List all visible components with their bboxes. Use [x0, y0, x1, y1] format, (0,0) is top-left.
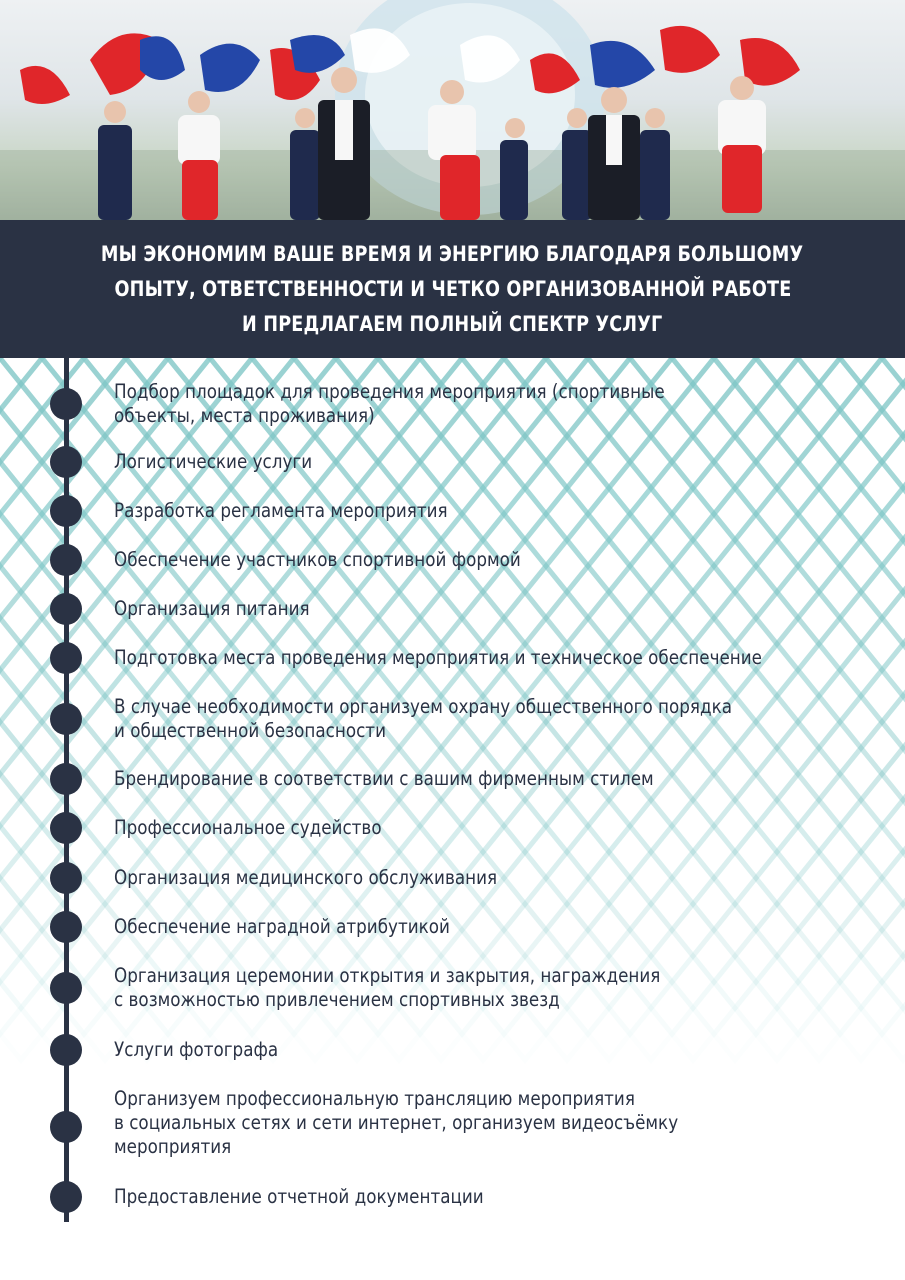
service-text: Обеспечение наградной атрибутикой	[114, 915, 450, 938]
timeline-bullet	[50, 388, 82, 420]
service-text: В случае необходимости организуем охрану общественного порядка и общественной безопасности	[114, 695, 733, 742]
service-text: Брендирование в соответствии с вашим фирменным стилем	[114, 767, 654, 790]
timeline-bullet	[50, 446, 82, 478]
service-text: Обеспечение участников спортивной формой	[114, 548, 521, 571]
service-text: Организуем профессиональную трансляцию мероприятия в социальных сетях и сети интернет, организуем видеосъёмку мероприятия	[114, 1087, 679, 1158]
timeline-bullet	[50, 1181, 82, 1213]
service-text: Организация питания	[114, 597, 310, 620]
service-text: Организация медицинского обслуживания	[114, 866, 498, 889]
hero-photo	[0, 0, 905, 220]
timeline-bullet	[50, 642, 82, 674]
performers-illustration	[0, 0, 905, 220]
timeline-bullet	[50, 972, 82, 1004]
headline-line-1: МЫ ЭКОНОМИМ ВАШЕ ВРЕМЯ И ЭНЕРГИЮ БЛАГОДАРЯ БОЛЬШОМУ	[101, 241, 804, 266]
service-text: Подготовка места проведения мероприятия и техническое обеспечение	[114, 646, 762, 669]
timeline-bullet	[50, 862, 82, 894]
timeline-bullet	[50, 495, 82, 527]
timeline-bullet	[50, 1034, 82, 1066]
headline-line-2: ОПЫТУ, ОТВЕТСТВЕННОСТИ И ЧЕТКО ОРГАНИЗОВАННОЙ РАБОТЕ	[114, 276, 791, 301]
timeline-bullet	[50, 1111, 82, 1143]
service-text: Профессиональное судейство	[114, 816, 382, 839]
services-list	[0, 358, 905, 1280]
service-text: Предоставление отчетной документации	[114, 1185, 484, 1208]
timeline-bullet	[50, 812, 82, 844]
service-text: Логистические услуги	[114, 450, 313, 473]
headline-banner	[0, 220, 905, 358]
timeline-bullet	[50, 593, 82, 625]
service-text: Услуги фотографа	[114, 1038, 279, 1061]
headline-line-3: И ПРЕДЛАГАЕМ ПОЛНЫЙ СПЕКТР УСЛУГ	[242, 311, 663, 336]
service-text: Организация церемонии открытия и закрытия, награждения с возможностью привлечением спортивных звезд	[114, 964, 661, 1011]
timeline-bullet	[50, 911, 82, 943]
timeline-bullet	[50, 763, 82, 795]
service-text: Подбор площадок для проведения мероприятия (спортивные объекты, места проживания)	[114, 380, 665, 427]
service-text: Разработка регламента мероприятия	[114, 499, 448, 522]
timeline-bullet	[50, 703, 82, 735]
timeline-bullet	[50, 544, 82, 576]
